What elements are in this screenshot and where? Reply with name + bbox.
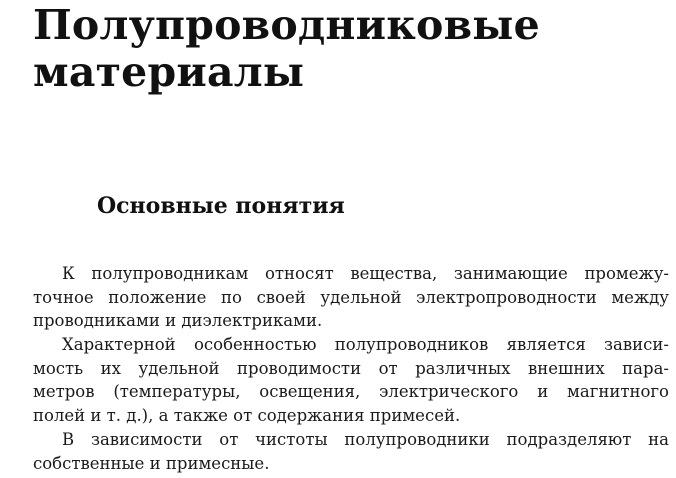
chapter-title-line-1: Полупроводниковые <box>33 1 540 49</box>
paragraph-line: В зависимости от чистоты полупроводники подразделяют на <box>62 429 669 449</box>
paragraph-1 <box>33 262 669 333</box>
paragraph-3 <box>33 428 669 475</box>
chapter-title-line-2: материалы <box>33 48 305 96</box>
paragraph-line: собственные и примесные. <box>33 453 270 473</box>
paragraph-line: Характерной особенностью полупроводников является зависи- <box>62 335 669 355</box>
paragraph-2 <box>33 333 669 428</box>
paragraph-line: точное положение по своей удельной электропроводности между <box>33 287 669 307</box>
paragraph-line: проводниками и диэлектриками. <box>33 311 323 331</box>
section-title: Основные понятия <box>97 193 345 219</box>
paragraph-line: мость их удельной проводимости от различных внешних пара- <box>33 358 669 378</box>
chapter-title <box>33 2 540 96</box>
paragraph-line: К полупроводникам относят вещества, занимающие промежу- <box>62 264 669 283</box>
paragraph-line: метров (температуры, освещения, электрического и магнитного <box>33 382 669 402</box>
body-text <box>33 262 669 475</box>
paragraph-line: полей и т. д.), а также от содержания примесей. <box>33 406 461 426</box>
